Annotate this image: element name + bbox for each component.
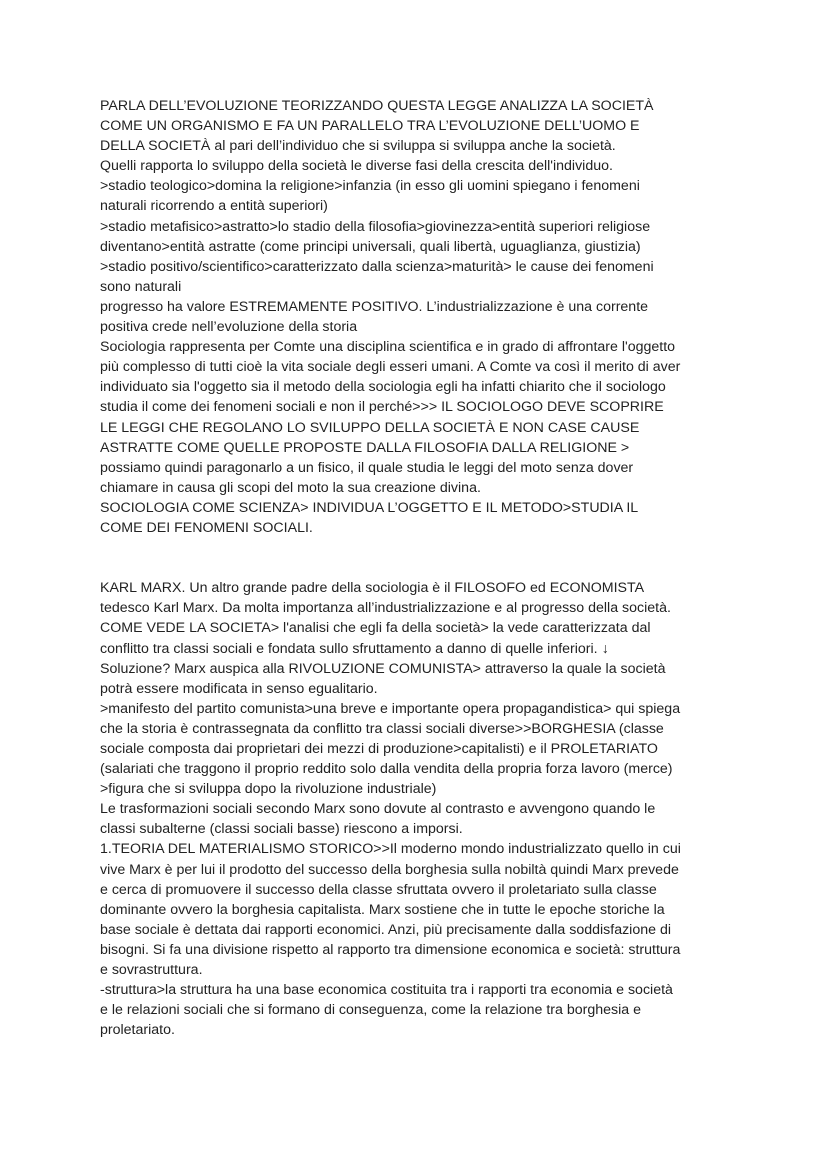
text-line: >stadio positivo/scientifico>caratterizzato dalla scienza>maturità> le cause dei fenomeni <box>100 258 654 275</box>
text-line: progresso ha valore ESTREMAMENTE POSITIVO. L’industrializzazione è una corrente <box>100 298 649 315</box>
text-line: dominante ovvero la borghesia capitalista. Marx sostiene che in tutte le epoche storiche la <box>100 901 665 918</box>
text-line: >stadio metafisico>astratto>lo stadio della filosofia>giovinezza>entità superiori religiose <box>100 218 651 235</box>
text-line: potrà essere modificata in senso egualitario. <box>100 680 378 697</box>
text-line: tedesco Karl Marx. Da molta importanza all’industrializzazione e al progresso della società. <box>100 600 671 617</box>
text-line: sono naturali <box>100 278 182 295</box>
text-line: DELLA SOCIETÀ al pari dell’individuo che si sviluppa si sviluppa anche la società. <box>100 138 616 155</box>
text-line: base sociale è dettata dai rapporti economici. Anzi, più precisamente dalla soddisfazione di <box>100 921 671 938</box>
text-line: e cerca di promuovere il successo della classe sfruttata ovvero il proletariato sulla classe <box>100 881 657 898</box>
text-line: bisogni. Si fa una divisione rispetto al rapporto tra dimensione economica e società: struttura <box>100 941 681 958</box>
text-line: che la storia è contrassegnata da conflitto tra classi sociali diverse>>BORGHESIA (classe <box>100 720 664 737</box>
text-line: COME UN ORGANISMO E FA UN PARALLELO TRA L’EVOLUZIONE DELL’UOMO E <box>100 118 640 135</box>
text-line: PARLA DELL’EVOLUZIONE TEORIZZANDO QUESTA LEGGE ANALIZZA LA SOCIETÀ <box>100 98 654 114</box>
document-body <box>100 96 740 1040</box>
text-line: >stadio teologico>domina la religione>infanzia (in esso gli uomini spiegano i fenomeni <box>100 178 640 195</box>
text-line: vive Marx è per lui il prodotto del successo della borghesia sulla nobiltà quindi Marx prevede <box>100 861 679 878</box>
text-line: COME DEI FENOMENI SOCIALI. <box>100 519 313 536</box>
text-line: SOCIOLOGIA COME SCIENZA> INDIVIDUA L’OGGETTO E IL METODO>STUDIA IL <box>100 499 639 516</box>
text-line: classi subalterne (classi sociali basse) riescono a imporsi. <box>100 821 463 838</box>
text-line: LE LEGGI CHE REGOLANO LO SVILUPPO DELLA SOCIETÀ E NON CASE CAUSE <box>100 419 640 436</box>
text-line: COME VEDE LA SOCIETA> l'analisi che egli fa della società> la vede caratterizzata dal <box>100 620 651 637</box>
text-line: diventano>entità astratte (come principi universali, quali libertà, uguaglianza, giustizia) <box>100 238 641 255</box>
text-line: >manifesto del partito comunista>una breve e importante opera propagandistica> qui spiega <box>100 700 681 717</box>
text-line: >figura che si sviluppa dopo la rivoluzione industriale) <box>100 781 437 798</box>
text-line: -struttura>la struttura ha una base economica costituita tra i rapporti tra economia e società <box>100 982 673 999</box>
text-line: possiamo quindi paragonarlo a un fisico, il quale studia le leggi del moto senza dover <box>100 459 634 476</box>
text-line: Le trasformazioni sociali secondo Marx sono dovute al contrasto e avvengono quando le <box>100 801 656 818</box>
text-line: Sociologia rappresenta per Comte una disciplina scientifica e in grado di affrontare l'oggetto <box>100 339 676 356</box>
section-comte <box>100 96 740 538</box>
text-line: chiamare in causa gli scopi del moto la sua creazione divina. <box>100 479 481 496</box>
text-line: (salariati che traggono il proprio reddito solo dalla vendita della propria forza lavoro (merce) <box>100 761 673 778</box>
section-marx <box>100 578 740 1040</box>
paragraph-spacer <box>100 538 740 558</box>
text-line: studia il come dei fenomeni sociali e non il perché>>> IL SOCIOLOGO DEVE SCOPRIRE <box>100 399 664 416</box>
paragraph-spacer <box>100 558 740 578</box>
text-line: conflitto tra classi sociali e fondata sullo sfruttamento a danno di quelle inferiori. ↓ <box>100 640 609 657</box>
text-line: sociale composta dai proprietari dei mezzi di produzione>capitalisti) e il PROLETARIATO <box>100 741 658 757</box>
text-line: individuato sia l'oggetto sia il metodo della sociologia egli ha infatti chiarito che il sociologo <box>100 379 666 396</box>
text-line: ASTRATTE COME QUELLE PROPOSTE DALLA FILOSOFIA DALLA RELIGIONE > <box>100 439 630 456</box>
text-line: KARL MARX. Un altro grande padre della sociologia è il FILOSOFO ed ECONOMISTA <box>100 580 645 597</box>
text-line: 1.TEORIA DEL MATERIALISMO STORICO>>Il moderno mondo industrializzato quello in cui <box>100 841 681 858</box>
text-line: più complesso di tutti cioè la vita sociale degli esseri umani. A Comte va così il merito di aver <box>100 359 681 376</box>
text-line: naturali ricorrendo a entità superiori) <box>100 198 328 215</box>
text-line: e sovrastruttura. <box>100 962 203 979</box>
text-line: positiva crede nell’evoluzione della storia <box>100 319 358 336</box>
text-line: proletariato. <box>100 1022 175 1039</box>
text-line: Soluzione? Marx auspica alla RIVOLUZIONE COMUNISTA> attraverso la quale la società <box>100 660 666 677</box>
text-line: e le relazioni sociali che si formano di conseguenza, come la relazione tra borghesia e <box>100 1002 642 1019</box>
text-line: Quelli rapporta lo sviluppo della società le diverse fasi della crescita dell'individuo. <box>100 158 613 175</box>
